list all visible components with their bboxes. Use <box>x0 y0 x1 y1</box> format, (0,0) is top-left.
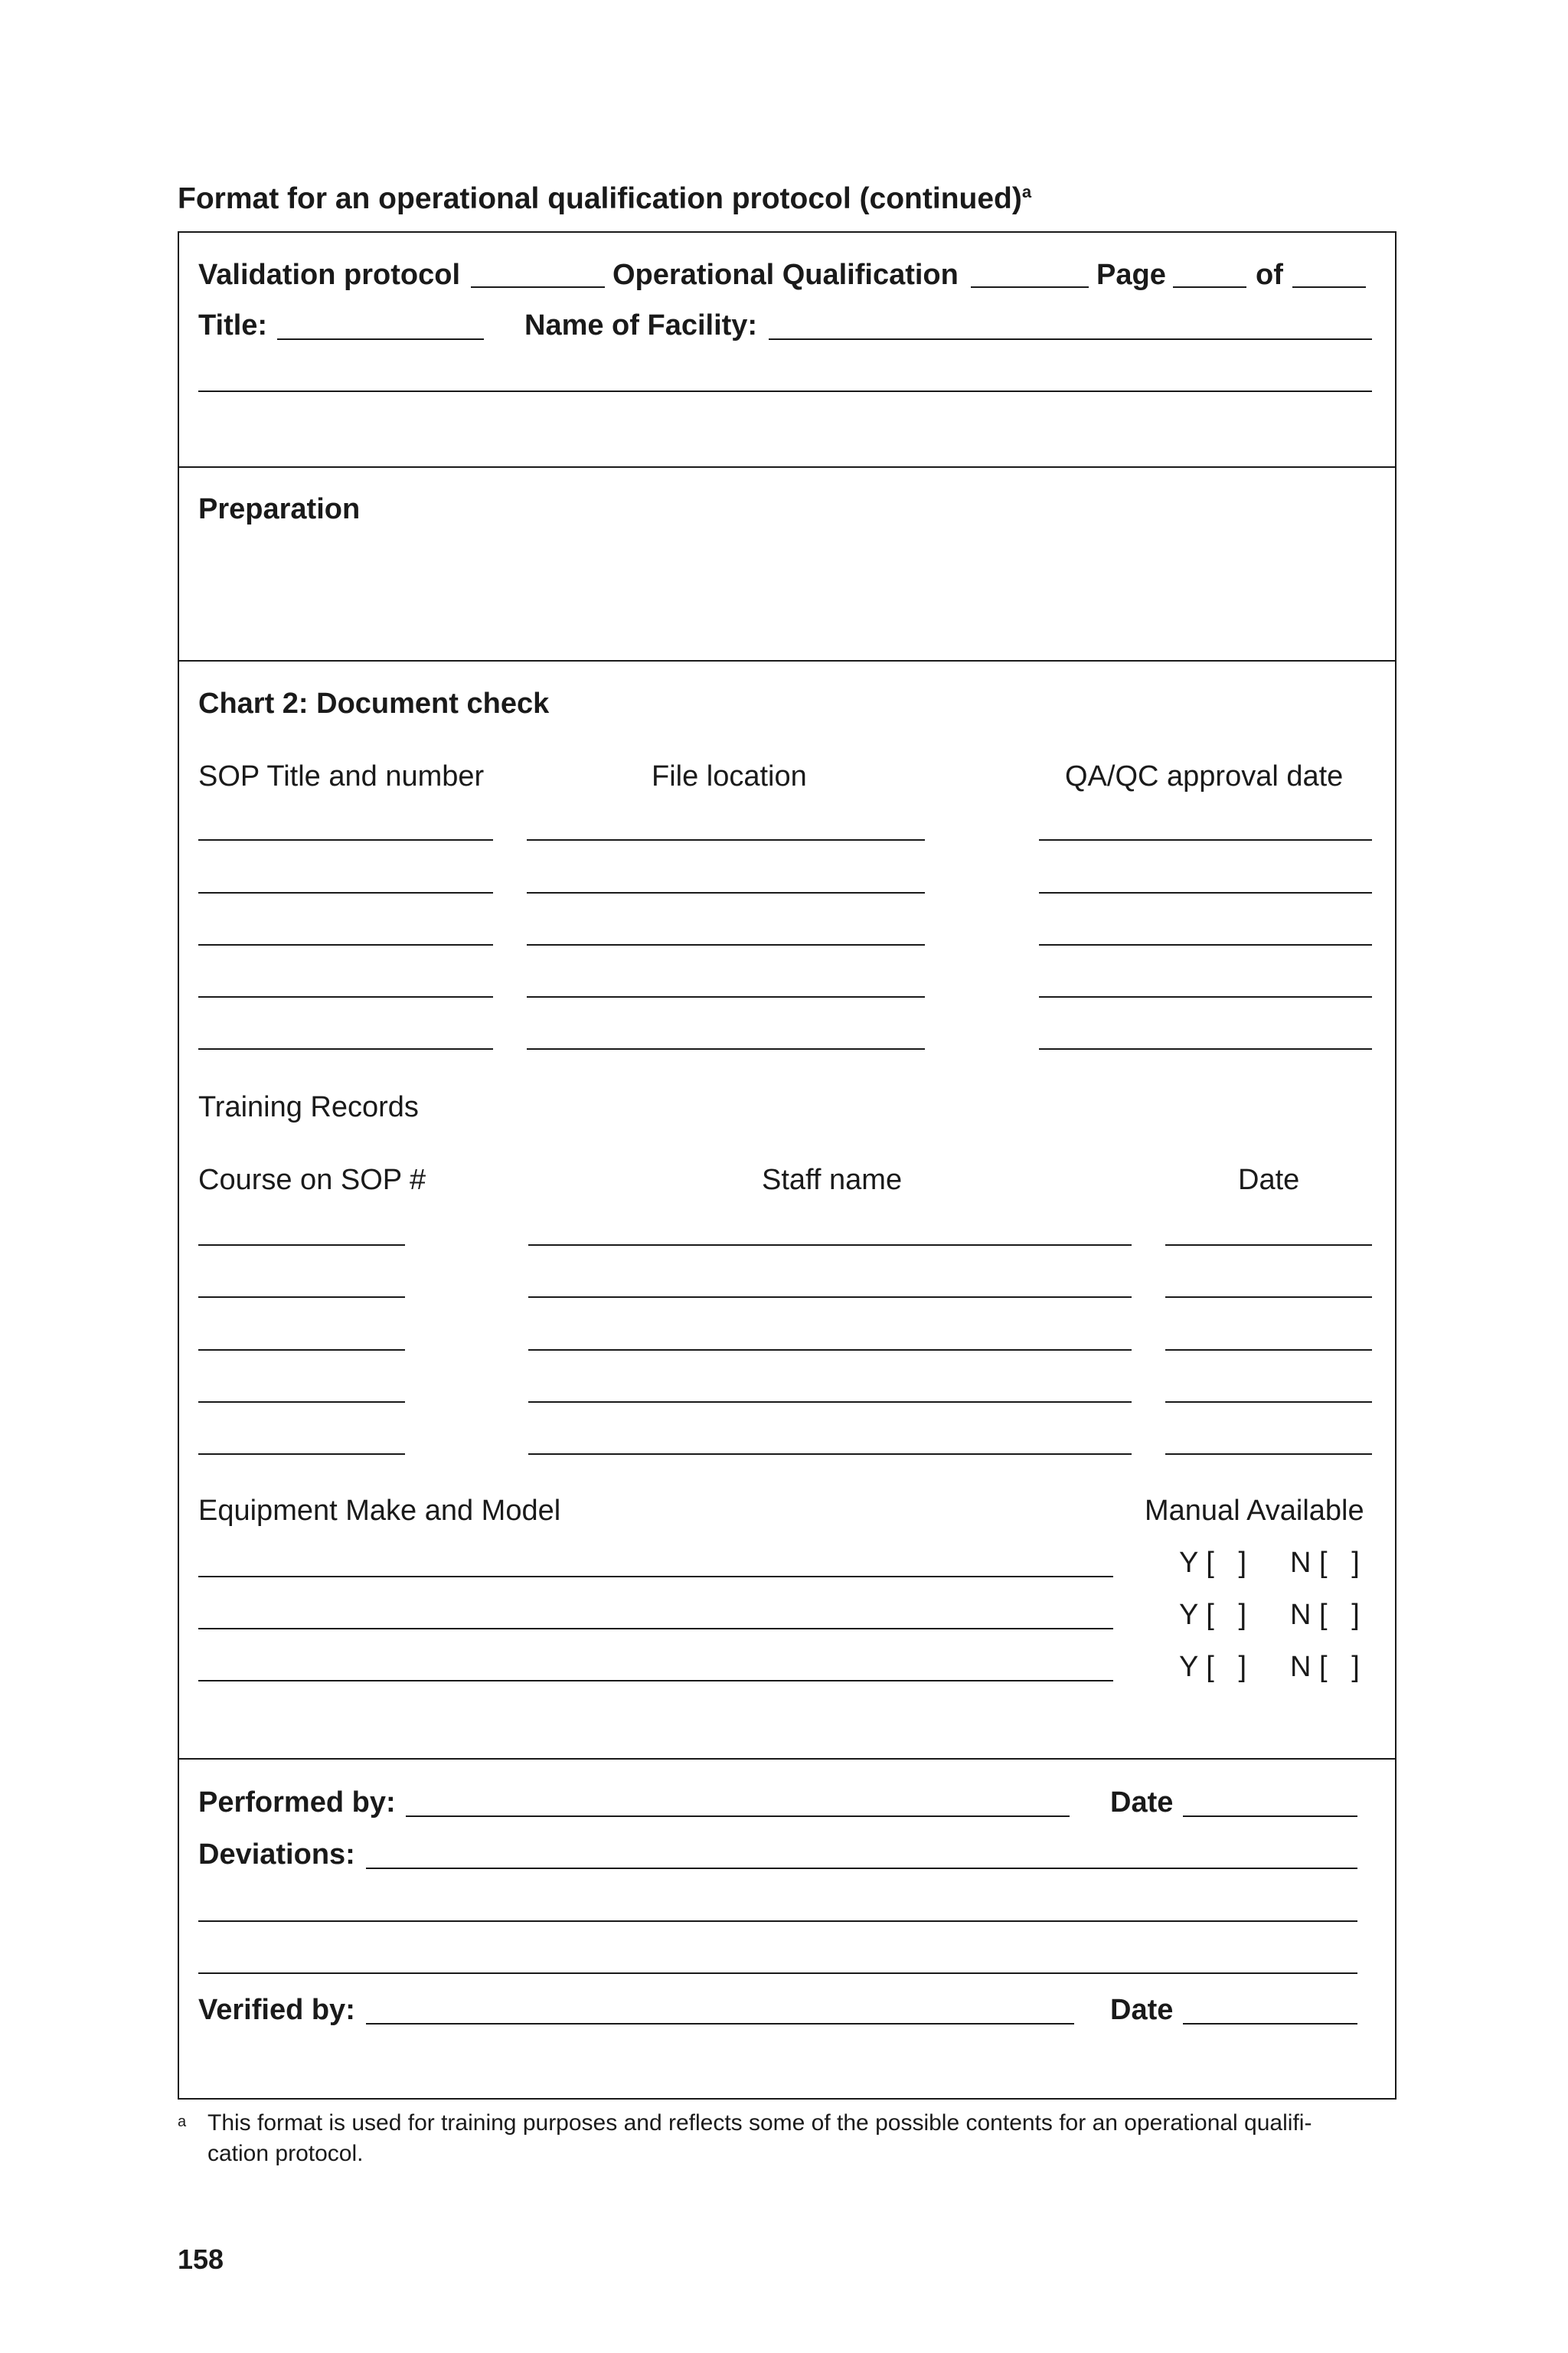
of-field[interactable] <box>1292 286 1366 288</box>
approval-date-field[interactable] <box>1039 1048 1372 1050</box>
equipment-field[interactable] <box>198 1576 1113 1577</box>
staff-name-field[interactable] <box>528 1244 1132 1246</box>
deviations-field[interactable] <box>366 1868 1357 1869</box>
manual-no-checkbox[interactable]: N [ ] <box>1290 1599 1360 1631</box>
file-location-field[interactable] <box>527 892 925 894</box>
manual-yes-checkbox[interactable]: Y [ ] <box>1179 1547 1247 1579</box>
title-field[interactable] <box>277 338 484 340</box>
page-label: Page <box>1096 259 1166 291</box>
operational-qualification-label: Operational Qualification <box>612 259 959 291</box>
training-date-field[interactable] <box>1165 1349 1372 1351</box>
page-field[interactable] <box>1173 286 1246 288</box>
preparation-label: Preparation <box>198 493 361 525</box>
performed-by-field[interactable] <box>406 1815 1070 1817</box>
equipment-label: Equipment Make and Model <box>198 1495 561 1527</box>
facility-field-continued[interactable] <box>198 391 1372 392</box>
of-label: of <box>1256 259 1283 291</box>
training-date-field[interactable] <box>1165 1244 1372 1246</box>
staff-name-field[interactable] <box>528 1296 1132 1298</box>
heading-footnote-marker: a <box>1021 182 1032 201</box>
approval-date-field[interactable] <box>1039 839 1372 841</box>
sop-title-field[interactable] <box>198 944 493 946</box>
footnote-line2: cation protocol. <box>207 2141 364 2166</box>
title-label: Title: <box>198 309 268 342</box>
col-approval-date: QA/QC approval date <box>1065 760 1344 793</box>
heading-text: Format for an operational qualification protocol (continued) <box>178 182 1022 215</box>
manual-yes-checkbox[interactable]: Y [ ] <box>1179 1651 1247 1683</box>
staff-name-field[interactable] <box>528 1401 1132 1403</box>
sop-title-field[interactable] <box>198 839 493 841</box>
col-sop-title: SOP Title and number <box>198 760 485 793</box>
sop-title-field[interactable] <box>198 892 493 894</box>
chart2-title: Chart 2: Document check <box>198 688 550 720</box>
operational-qualification-field[interactable] <box>971 286 1089 288</box>
file-location-field[interactable] <box>527 944 925 946</box>
verified-date-label: Date <box>1110 1994 1174 2026</box>
deviations-field-continued[interactable] <box>198 1972 1357 1974</box>
performed-by-label: Performed by: <box>198 1786 396 1819</box>
training-records-label: Training Records <box>198 1091 419 1123</box>
footnote-marker: a <box>178 2113 187 2130</box>
validation-protocol-label: Validation protocol <box>198 259 461 291</box>
staff-name-field[interactable] <box>528 1453 1132 1455</box>
course-sop-field[interactable] <box>198 1349 405 1351</box>
validation-protocol-field[interactable] <box>471 286 605 288</box>
course-sop-field[interactable] <box>198 1244 405 1246</box>
footnote-line1: This format is used for training purposes and reflects some of the possible contents for an operational qualifi- <box>207 2110 1312 2136</box>
approval-date-field[interactable] <box>1039 892 1372 894</box>
training-date-field[interactable] <box>1165 1296 1372 1298</box>
verified-by-field[interactable] <box>366 2023 1074 2025</box>
facility-label: Name of Facility: <box>524 309 758 342</box>
approval-date-field[interactable] <box>1039 944 1372 946</box>
equipment-field[interactable] <box>198 1680 1113 1681</box>
divider-header <box>178 466 1396 468</box>
col-training-date: Date <box>1238 1164 1300 1196</box>
divider-chart <box>178 1758 1396 1760</box>
performed-date-field[interactable] <box>1183 1815 1357 1817</box>
approval-date-field[interactable] <box>1039 996 1372 998</box>
training-date-field[interactable] <box>1165 1453 1372 1455</box>
divider-preparation <box>178 660 1396 662</box>
verified-by-label: Verified by: <box>198 1994 355 2026</box>
verified-date-field[interactable] <box>1183 2023 1357 2025</box>
file-location-field[interactable] <box>527 996 925 998</box>
training-date-field[interactable] <box>1165 1401 1372 1403</box>
page-heading <box>178 182 1031 216</box>
course-sop-field[interactable] <box>198 1453 405 1455</box>
facility-field[interactable] <box>769 338 1372 340</box>
deviations-field-continued[interactable] <box>198 1920 1357 1922</box>
manual-no-checkbox[interactable]: N [ ] <box>1290 1547 1360 1579</box>
sop-title-field[interactable] <box>198 996 493 998</box>
manual-yes-checkbox[interactable]: Y [ ] <box>1179 1599 1247 1631</box>
manual-no-checkbox[interactable]: N [ ] <box>1290 1651 1360 1683</box>
course-sop-field[interactable] <box>198 1401 405 1403</box>
col-file-location: File location <box>652 760 807 793</box>
page-number: 158 <box>178 2244 224 2275</box>
col-course-sop: Course on SOP # <box>198 1164 426 1196</box>
col-staff-name: Staff name <box>762 1164 903 1196</box>
course-sop-field[interactable] <box>198 1296 405 1298</box>
staff-name-field[interactable] <box>528 1349 1132 1351</box>
sop-title-field[interactable] <box>198 1048 493 1050</box>
file-location-field[interactable] <box>527 839 925 841</box>
file-location-field[interactable] <box>527 1048 925 1050</box>
manual-available-label: Manual Available <box>1145 1495 1364 1527</box>
equipment-field[interactable] <box>198 1628 1113 1629</box>
deviations-label: Deviations: <box>198 1838 355 1871</box>
performed-date-label: Date <box>1110 1786 1174 1819</box>
